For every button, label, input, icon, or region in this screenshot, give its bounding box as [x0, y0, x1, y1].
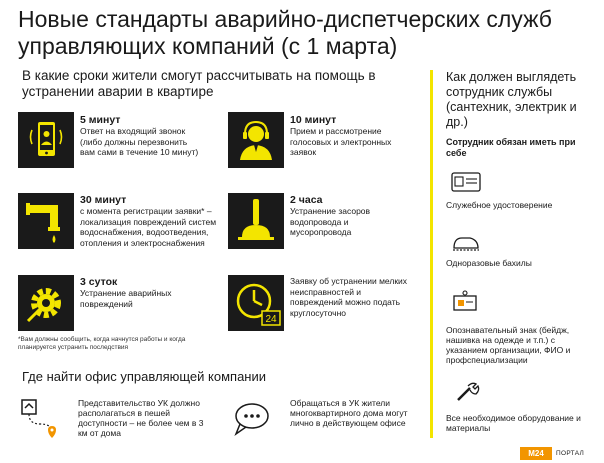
entry-text: Прием и рассмотрение голосовых и электронных заявок — [290, 126, 392, 157]
entry-head: 30 минут — [80, 194, 127, 206]
clock-badge: 24 — [265, 314, 277, 325]
page-title: Новые стандарты аварийно-диспетчерских служб управляющих компаний (с 1 марта) — [18, 6, 552, 59]
panel-item-text: Служебное удостоверение — [446, 200, 553, 210]
divider-line — [430, 70, 433, 438]
wrench-icon — [450, 380, 482, 404]
chat-icon — [228, 396, 272, 440]
list-item — [290, 114, 410, 158]
id-card-icon — [450, 170, 482, 194]
list-item — [80, 114, 200, 158]
list-item — [80, 194, 220, 248]
clock-24-icon — [228, 275, 284, 331]
entry-head: 2 часа — [290, 194, 323, 206]
section-subtitle: В какие сроки жители смогут рассчитывать на помощь в устранении аварии в квартире — [22, 68, 376, 99]
list-item — [290, 194, 410, 238]
entry-text: Ответ на входящий звонок (либо должны перезвонить вам сами в течение 10 минут) — [80, 126, 199, 157]
operator-icon — [228, 112, 284, 168]
list-item — [80, 276, 200, 309]
brand-text: ПОРТАЛ — [556, 450, 585, 457]
panel-item-text: Все необходимое оборудование и материалы — [446, 413, 581, 433]
entry-text: Устранение засоров водопровода и мусоропровода — [290, 206, 371, 237]
phone-icon — [18, 112, 74, 168]
panel-title: Как должен выглядеть сотрудник службы (сантехник, электрик и др.) — [446, 70, 577, 129]
brand-logo: М24 — [520, 447, 552, 460]
panel-item-text: Опознавательный знак (бейдж, нашивка на одежде и т.п.) с указанием организации, ФИО и профспециализации — [446, 325, 571, 365]
office-item-text: Представительство УК должно располагаться в пешей доступности – не более чем в 3 км от дома — [78, 398, 204, 438]
map-route-icon — [18, 396, 62, 440]
badge-icon — [450, 290, 482, 314]
pipe-icon — [18, 193, 74, 249]
shoe-covers-icon — [450, 232, 482, 256]
entry-head: 5 минут — [80, 114, 121, 126]
entry-text: с момента регистрации заявки* – локализация повреждений систем водоснабжения, водоотведения, отопления и электроснабжения — [80, 206, 217, 248]
panel-item-text: Одноразовые бахилы — [446, 258, 532, 268]
plunger-icon — [228, 193, 284, 249]
panel-subtitle: Сотрудник обязан иметь при себе — [446, 137, 576, 158]
gear-wrench-icon — [18, 275, 74, 331]
entry-head: 10 минут — [290, 114, 337, 126]
list-item — [290, 276, 415, 318]
footnote: *Вам должны сообщить, когда начнутся работы и когда планируется устранить последствия — [18, 336, 186, 351]
entry-text: Устранение аварийных повреждений — [80, 288, 172, 309]
entry-head: 3 суток — [80, 276, 118, 288]
entry-text: Заявку об устранении мелких неисправностей и повреждений можно подать круглосуточно — [290, 276, 408, 318]
office-item-text: Обращаться в УК жители многоквартирного дома могут лично в действующем офисе — [290, 398, 408, 428]
section-title: Где найти офис управляющей компании — [22, 369, 267, 384]
